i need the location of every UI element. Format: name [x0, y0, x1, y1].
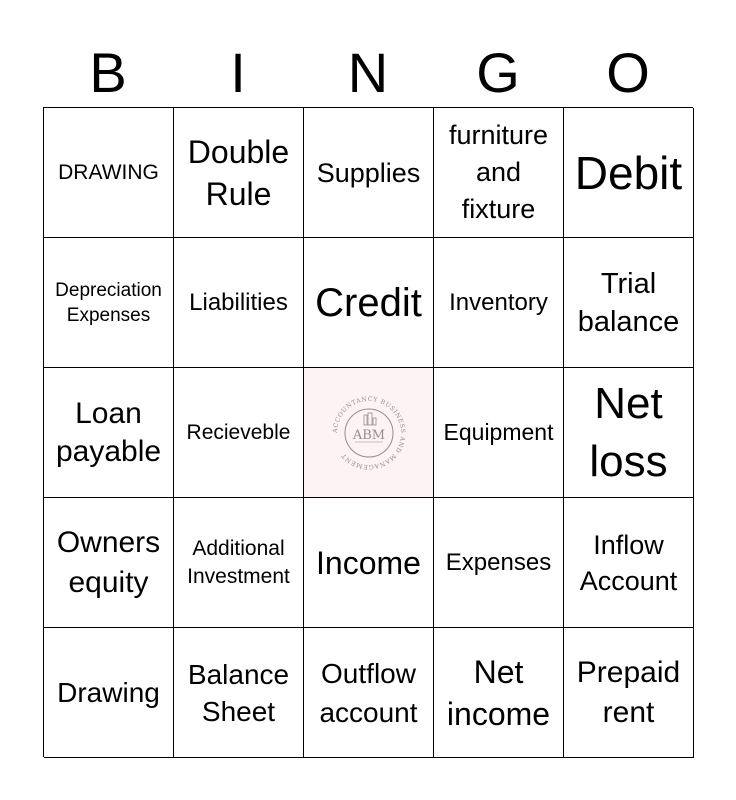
building-icon — [364, 413, 376, 425]
bingo-cell[interactable] — [564, 108, 694, 238]
header-letter-o: O — [606, 41, 650, 104]
bingo-cell[interactable] — [564, 498, 694, 628]
header-letter-b: B — [89, 41, 127, 104]
bingo-card-grid — [43, 107, 693, 757]
bingo-cell[interactable] — [174, 628, 304, 758]
cell-text: Outflow account — [319, 657, 418, 728]
cell-text: DRAWING — [58, 161, 159, 184]
bingo-cell[interactable] — [434, 628, 564, 758]
header-letter-i: I — [230, 41, 246, 104]
bingo-cell[interactable] — [304, 108, 434, 238]
cell-text: Additional Investment — [187, 536, 290, 588]
cell-text: Equipment — [443, 419, 554, 445]
bingo-cell[interactable] — [434, 108, 564, 238]
cell-text: Supplies — [316, 157, 421, 188]
bingo-cell[interactable] — [44, 238, 174, 368]
bingo-cell[interactable] — [174, 368, 304, 498]
logo-text: ABM — [352, 427, 385, 443]
bingo-cell[interactable] — [564, 368, 694, 498]
header-letter-g: G — [476, 41, 520, 104]
bingo-cell[interactable] — [304, 628, 434, 758]
bingo-cell[interactable] — [174, 498, 304, 628]
bingo-cell[interactable] — [304, 498, 434, 628]
cell-text: Inflow Account — [579, 529, 678, 596]
cell-text: Trial balance — [577, 267, 680, 338]
cell-text: Balance Sheet — [187, 658, 290, 727]
bingo-cell[interactable] — [564, 238, 694, 368]
cell-text: Prepaid rent — [576, 655, 681, 729]
cell-text: Credit — [315, 280, 422, 325]
cell-text: Net loss — [589, 378, 668, 486]
bingo-cell[interactable] — [564, 628, 694, 758]
bingo-cell[interactable] — [174, 108, 304, 238]
cell-text: Double Rule — [187, 133, 290, 212]
cell-text: Net income — [446, 653, 551, 732]
bingo-cell[interactable] — [434, 238, 564, 368]
bingo-header — [43, 38, 693, 108]
bingo-cell[interactable] — [304, 238, 434, 368]
bingo-cell[interactable] — [44, 368, 174, 498]
abm-logo-seal — [327, 391, 411, 475]
cell-text: Debit — [574, 146, 683, 199]
bingo-cell[interactable] — [434, 498, 564, 628]
cell-text: Expenses — [445, 549, 552, 576]
cell-text: Loan payable — [55, 396, 162, 468]
cell-text: Recieveble — [186, 421, 291, 444]
cell-text: Inventory — [449, 289, 548, 316]
free-space-cell[interactable] — [304, 368, 434, 498]
bingo-cell[interactable] — [434, 368, 564, 498]
bingo-cell[interactable] — [44, 108, 174, 238]
bingo-cell[interactable] — [44, 628, 174, 758]
bingo-cell[interactable] — [174, 238, 304, 368]
cell-text: Depreciation Expenses — [55, 279, 162, 326]
cell-text: Drawing — [57, 676, 160, 708]
logo-ring-text: ACCOUNTANCY BUSINESS AND MANAGEMENT — [331, 395, 406, 470]
header-letter-n: N — [347, 41, 389, 104]
bingo-cell[interactable] — [44, 498, 174, 628]
cell-text: Liabilities — [189, 289, 288, 316]
cell-text: Income — [316, 544, 421, 581]
cell-text: Owners equity — [56, 525, 161, 599]
cell-text: furniture and fixture — [448, 120, 549, 224]
